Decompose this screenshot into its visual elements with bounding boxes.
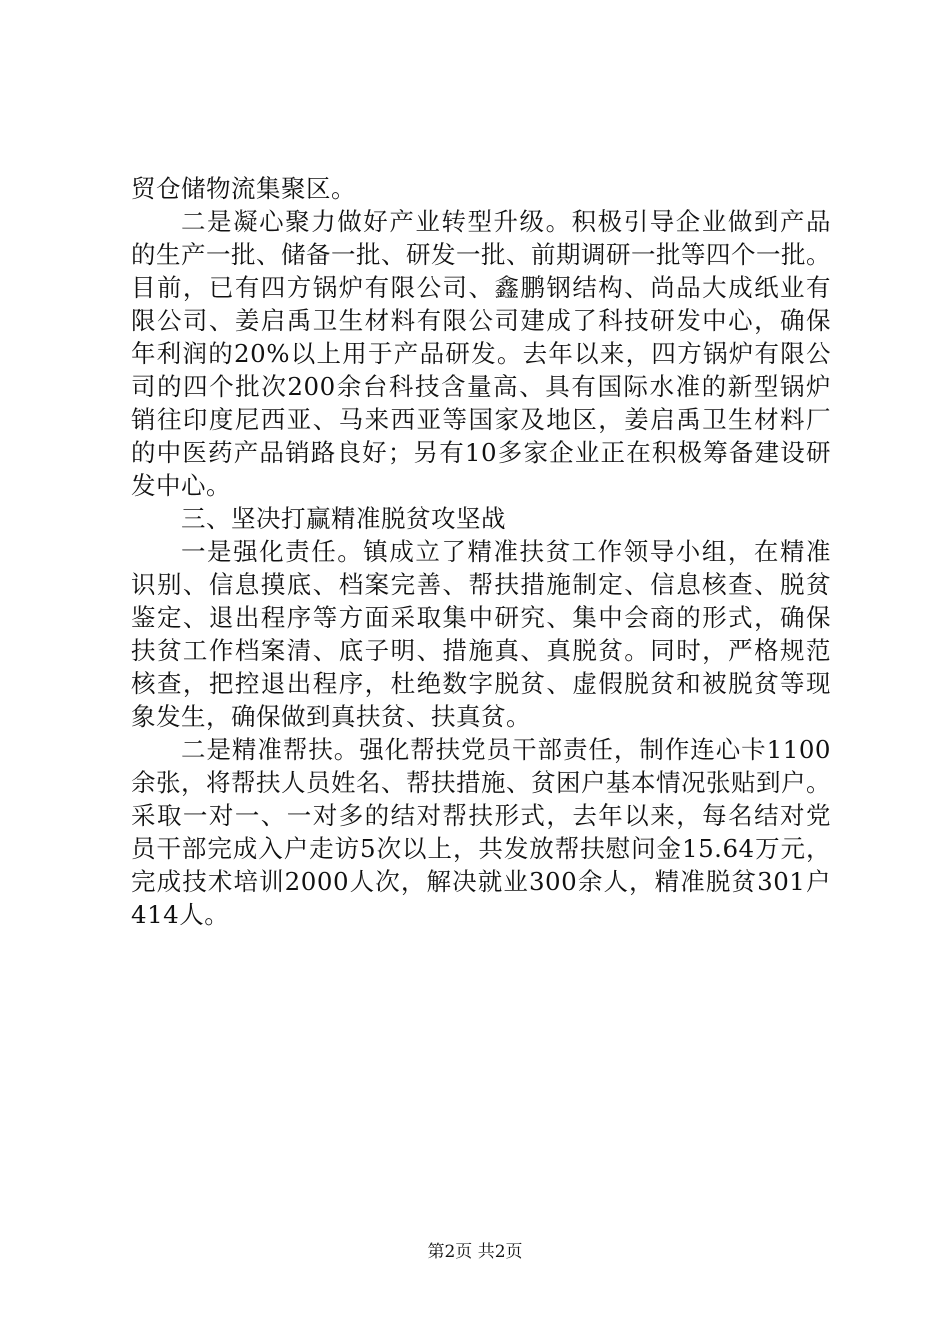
paragraph-line: 员干部完成入户走访5次以上，共发放帮扶慰问金15.64万元，: [131, 834, 831, 863]
paragraph-line: 414人。: [131, 900, 230, 929]
paragraph-line: 贸仓储物流集聚区。: [131, 174, 356, 203]
paragraph-line: 采取一对一、一对多的结对帮扶形式，去年以来，每名结对党: [131, 801, 831, 830]
paragraph-line: 司的四个批次200余台科技含量高、具有国际水准的新型锅炉: [131, 372, 831, 401]
document-body: [131, 172, 831, 931]
paragraph-line: 二是精准帮扶。强化帮扶党员干部责任，制作连心卡1100: [181, 735, 831, 764]
paragraph-line: 鉴定、退出程序等方面采取集中研究、集中会商的形式，确保: [131, 603, 831, 632]
paragraph-line: 完成技术培训2000人次，解决就业300余人，精准脱贫301户: [131, 867, 831, 896]
paragraph-line: 目前，已有四方锅炉有限公司、鑫鹏钢结构、尚品大成纸业有: [131, 273, 831, 302]
paragraph-line: 发中心。: [131, 471, 231, 500]
paragraph-line: 核查，把控退出程序，杜绝数字脱贫、虚假脱贫和被脱贫等现: [131, 669, 831, 698]
paragraph-line: 销往印度尼西亚、马来西亚等国家及地区，姜启禹卫生材料厂: [131, 405, 831, 434]
section-heading: 三、坚决打赢精准脱贫攻坚战: [181, 504, 506, 533]
paragraph-line: 扶贫工作档案清、底子明、措施真、真脱贫。同时，严格规范: [131, 636, 831, 665]
page-number-footer: 第2页 共2页: [427, 1242, 523, 1262]
paragraph-line: 的中医药产品销路良好；另有10多家企业正在积极筹备建设研: [131, 438, 831, 467]
paragraph-line: 年利润的20%以上用于产品研发。去年以来，四方锅炉有限公: [131, 339, 831, 368]
paragraph-line: 二是凝心聚力做好产业转型升级。积极引导企业做到产品: [181, 207, 831, 236]
paragraph-line: 的生产一批、储备一批、研发一批、前期调研一批等四个一批。: [131, 240, 831, 269]
paragraph-line: 识别、信息摸底、档案完善、帮扶措施制定、信息核查、脱贫: [131, 570, 831, 599]
paragraph-line: 限公司、姜启禹卫生材料有限公司建成了科技研发中心，确保: [131, 306, 831, 335]
paragraph-line: 余张，将帮扶人员姓名、帮扶措施、贫困户基本情况张贴到户。: [131, 768, 831, 797]
paragraph-line: 象发生，确保做到真扶贫、扶真贫。: [131, 702, 531, 731]
paragraph-line: 一是强化责任。镇成立了精准扶贫工作领导小组，在精准: [181, 537, 831, 566]
